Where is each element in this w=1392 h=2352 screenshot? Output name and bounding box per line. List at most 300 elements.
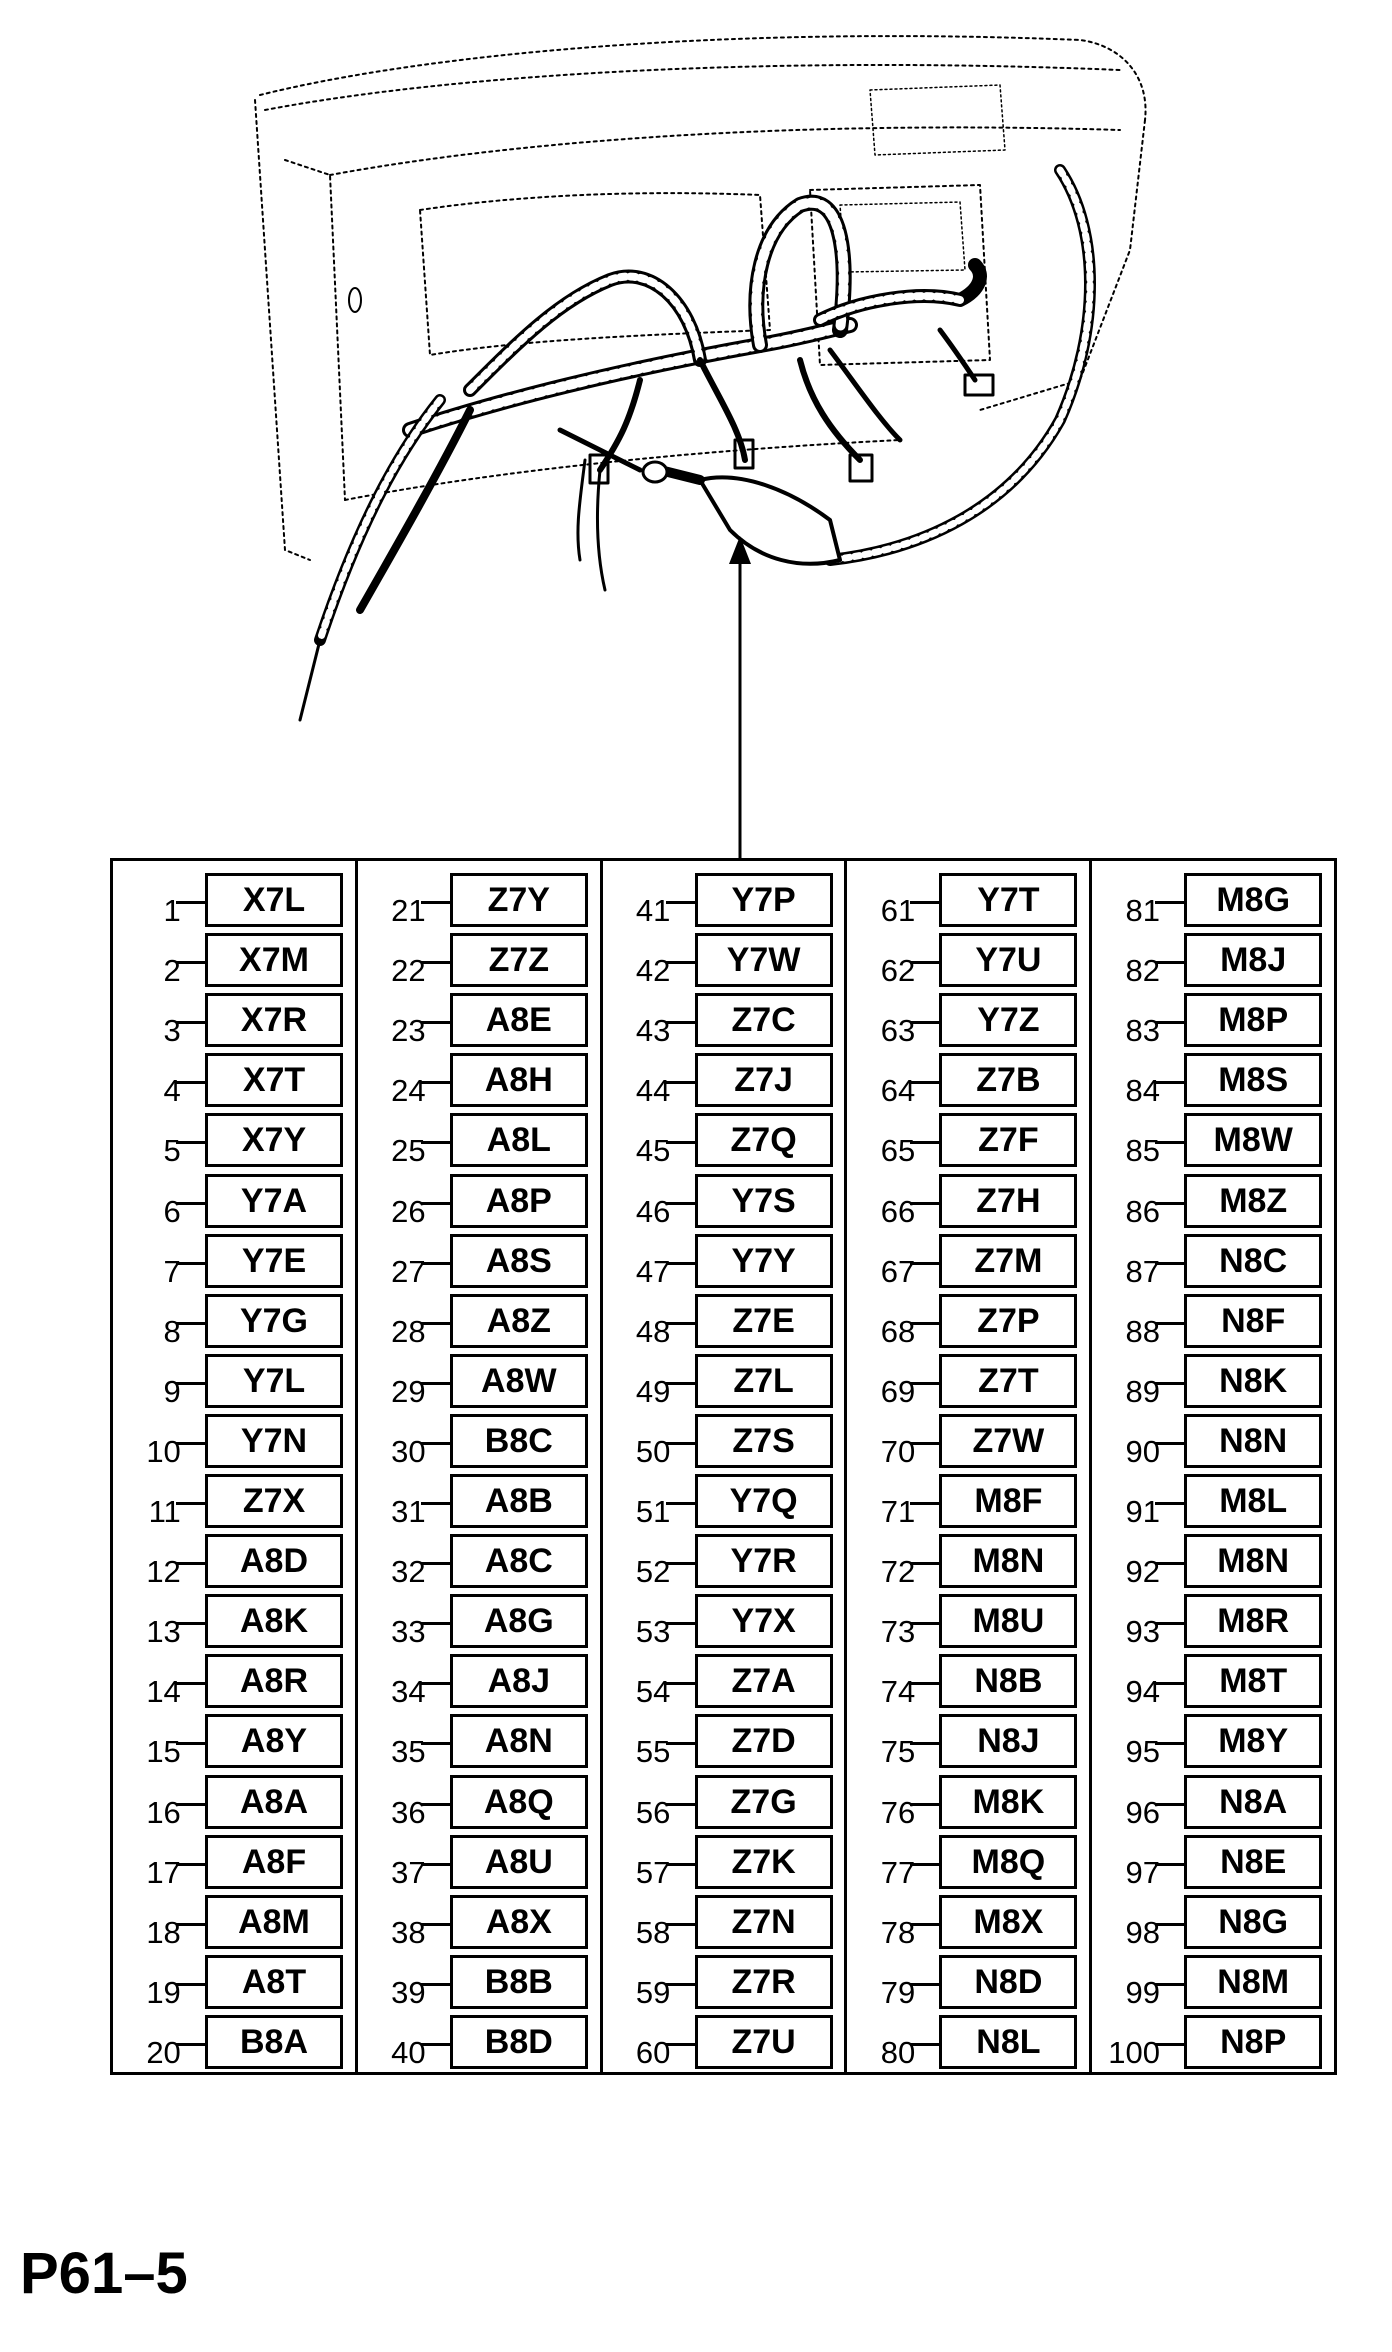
code-row-number: 36 bbox=[391, 1794, 426, 1830]
code-row-number: 9 bbox=[163, 1373, 181, 1409]
code-row bbox=[358, 1532, 600, 1591]
code-row bbox=[1092, 1592, 1334, 1651]
code-row-number: 77 bbox=[880, 1854, 916, 1890]
code-row-number: 24 bbox=[391, 1073, 426, 1109]
code-box: Z7W bbox=[939, 1414, 1077, 1468]
code-row-number: 75 bbox=[880, 1734, 916, 1770]
code-row-number: 29 bbox=[391, 1373, 426, 1409]
code-box: A8N bbox=[450, 1714, 588, 1768]
code-row-number: 12 bbox=[146, 1554, 181, 1590]
code-row bbox=[1092, 1472, 1334, 1531]
code-row-number: 42 bbox=[635, 953, 671, 989]
code-column-5 bbox=[1092, 861, 1334, 2072]
code-box: A8A bbox=[205, 1775, 343, 1829]
code-row bbox=[603, 1412, 845, 1471]
code-row bbox=[603, 1352, 845, 1411]
code-box: Z7H bbox=[939, 1174, 1077, 1228]
code-row bbox=[603, 1592, 845, 1651]
code-row-number: 30 bbox=[391, 1433, 426, 1469]
leader-line bbox=[176, 1262, 206, 1265]
code-row bbox=[1092, 1712, 1334, 1771]
code-column-2 bbox=[358, 861, 603, 2072]
code-row-number: 52 bbox=[635, 1554, 671, 1590]
code-row bbox=[113, 2013, 355, 2072]
leader-line bbox=[1155, 1863, 1185, 1866]
code-row-number: 78 bbox=[880, 1914, 916, 1950]
code-box: N8B bbox=[939, 1654, 1077, 1708]
code-row-number: 33 bbox=[391, 1614, 426, 1650]
leader-line bbox=[176, 1502, 206, 1505]
code-row-number: 69 bbox=[880, 1373, 916, 1409]
code-row-number: 74 bbox=[880, 1674, 916, 1710]
leader-line bbox=[421, 1442, 451, 1445]
leader-line bbox=[666, 1803, 696, 1806]
code-row-number: 61 bbox=[880, 893, 916, 928]
code-box: Y7Q bbox=[695, 1474, 833, 1528]
code-row bbox=[113, 931, 355, 990]
code-row bbox=[603, 1833, 845, 1892]
code-row-number: 45 bbox=[635, 1133, 671, 1169]
code-row-number: 27 bbox=[391, 1253, 426, 1289]
code-row-number: 53 bbox=[635, 1614, 671, 1650]
code-row-number: 95 bbox=[1125, 1734, 1160, 1770]
leader-line bbox=[910, 1141, 940, 1144]
code-row bbox=[847, 1833, 1089, 1892]
code-row bbox=[1092, 991, 1334, 1050]
code-box: N8K bbox=[1184, 1354, 1322, 1408]
code-row bbox=[1092, 1953, 1334, 2012]
code-row bbox=[113, 1652, 355, 1711]
code-row bbox=[847, 1412, 1089, 1471]
code-column-1 bbox=[113, 861, 358, 2072]
code-row-number: 59 bbox=[635, 1974, 671, 2010]
code-box: A8U bbox=[450, 1835, 588, 1889]
code-row-number: 89 bbox=[1125, 1373, 1160, 1409]
code-box: Z7B bbox=[939, 1053, 1077, 1107]
code-box: Z7J bbox=[695, 1053, 833, 1107]
code-box: Y7E bbox=[205, 1234, 343, 1288]
leader-line bbox=[666, 1562, 696, 1565]
code-box: Y7R bbox=[695, 1534, 833, 1588]
code-row bbox=[1092, 1352, 1334, 1411]
code-row bbox=[113, 1592, 355, 1651]
code-row bbox=[358, 931, 600, 990]
code-row bbox=[1092, 931, 1334, 990]
code-box: Z7C bbox=[695, 993, 833, 1047]
code-row-number: 40 bbox=[391, 2034, 426, 2070]
leader-line bbox=[666, 1262, 696, 1265]
leader-line bbox=[176, 1562, 206, 1565]
code-row bbox=[603, 1292, 845, 1351]
code-box: Y7U bbox=[939, 933, 1077, 987]
code-row-number: 14 bbox=[146, 1674, 181, 1710]
leader-line bbox=[1155, 1983, 1185, 1986]
leader-line bbox=[421, 1682, 451, 1685]
leader-line bbox=[910, 1622, 940, 1625]
leader-line bbox=[421, 1803, 451, 1806]
leader-line bbox=[910, 1923, 940, 1926]
leader-line bbox=[910, 1262, 940, 1265]
leader-line bbox=[421, 1622, 451, 1625]
code-row-number: 28 bbox=[391, 1313, 426, 1349]
leader-line bbox=[421, 1382, 451, 1385]
leader-line bbox=[421, 1322, 451, 1325]
code-row bbox=[113, 1953, 355, 2012]
dashboard-top-edge bbox=[265, 65, 1120, 110]
code-row-number: 92 bbox=[1125, 1554, 1160, 1590]
code-box: Y7X bbox=[695, 1594, 833, 1648]
code-table bbox=[110, 858, 1337, 2075]
code-box: Z7P bbox=[939, 1294, 1077, 1348]
code-box: M8J bbox=[1184, 933, 1322, 987]
code-row-number: 80 bbox=[880, 2034, 916, 2070]
leader-line bbox=[666, 1742, 696, 1745]
code-row bbox=[113, 1893, 355, 1952]
code-row-number: 99 bbox=[1125, 1974, 1160, 2010]
code-row bbox=[113, 1773, 355, 1832]
code-row bbox=[847, 1953, 1089, 2012]
leader-line bbox=[421, 1141, 451, 1144]
code-row-number: 44 bbox=[635, 1073, 671, 1109]
code-row bbox=[847, 1893, 1089, 1952]
leader-line bbox=[910, 1322, 940, 1325]
leader-line bbox=[1155, 1682, 1185, 1685]
code-box: X7T bbox=[205, 1053, 343, 1107]
code-box: B8B bbox=[450, 1955, 588, 2009]
code-row bbox=[603, 1532, 845, 1591]
code-row bbox=[603, 2013, 845, 2072]
leader-line bbox=[910, 1742, 940, 1745]
leader-line bbox=[176, 1081, 206, 1084]
code-row-number: 34 bbox=[391, 1674, 426, 1710]
code-row-number: 51 bbox=[635, 1494, 671, 1529]
leader-line bbox=[421, 1081, 451, 1084]
code-row bbox=[358, 991, 600, 1050]
code-row bbox=[113, 1833, 355, 1892]
code-row bbox=[113, 1472, 355, 1531]
code-row bbox=[358, 1773, 600, 1832]
code-row-number: 94 bbox=[1125, 1674, 1160, 1710]
code-row-number: 47 bbox=[635, 1253, 671, 1289]
code-row-number: 58 bbox=[635, 1914, 671, 1950]
code-box: Y7W bbox=[695, 933, 833, 987]
code-row-number: 63 bbox=[880, 1013, 916, 1049]
leader-line bbox=[910, 1803, 940, 1806]
leader-line bbox=[1155, 1442, 1185, 1445]
code-row-number: 87 bbox=[1125, 1253, 1160, 1289]
leader-line bbox=[176, 1983, 206, 1986]
code-row-number: 72 bbox=[880, 1554, 916, 1590]
leader-line bbox=[1155, 1923, 1185, 1926]
code-row bbox=[603, 1773, 845, 1832]
code-row-number: 81 bbox=[1125, 893, 1160, 928]
code-row bbox=[603, 931, 845, 990]
code-box: A8D bbox=[205, 1534, 343, 1588]
leader-line bbox=[910, 1983, 940, 1986]
code-row bbox=[603, 1953, 845, 2012]
leader-line bbox=[910, 901, 940, 904]
code-row bbox=[113, 871, 355, 930]
code-row-number: 7 bbox=[163, 1253, 181, 1289]
code-row bbox=[1092, 1773, 1334, 1832]
code-box: Y7A bbox=[205, 1174, 343, 1228]
leader-line bbox=[1155, 1322, 1185, 1325]
code-box: Z7G bbox=[695, 1775, 833, 1829]
code-box: M8G bbox=[1184, 873, 1322, 927]
leader-line bbox=[910, 1863, 940, 1866]
harness-left-branch bbox=[320, 400, 440, 640]
code-row bbox=[847, 1532, 1089, 1591]
code-box: M8T bbox=[1184, 1654, 1322, 1708]
leader-line bbox=[176, 961, 206, 964]
code-box: Z7T bbox=[939, 1354, 1077, 1408]
code-row bbox=[603, 1051, 845, 1110]
code-box: N8F bbox=[1184, 1294, 1322, 1348]
code-row-number: 55 bbox=[635, 1734, 671, 1770]
code-row bbox=[1092, 871, 1334, 930]
code-row bbox=[1092, 1292, 1334, 1351]
code-row-number: 41 bbox=[635, 893, 671, 928]
code-row bbox=[358, 2013, 600, 2072]
leader-line bbox=[1155, 1562, 1185, 1565]
code-box: A8P bbox=[450, 1174, 588, 1228]
leader-line bbox=[176, 1021, 206, 1024]
leader-line bbox=[176, 1141, 206, 1144]
leader-line bbox=[1155, 1502, 1185, 1505]
leader-line bbox=[176, 901, 206, 904]
code-row-number: 76 bbox=[880, 1794, 916, 1830]
code-row bbox=[1092, 2013, 1334, 2072]
code-row bbox=[113, 991, 355, 1050]
code-box: Y7N bbox=[205, 1414, 343, 1468]
leader-line bbox=[176, 1742, 206, 1745]
code-box: N8J bbox=[939, 1714, 1077, 1768]
code-box: Z7S bbox=[695, 1414, 833, 1468]
code-box: M8R bbox=[1184, 1594, 1322, 1648]
leader-line bbox=[176, 2043, 206, 2046]
code-box: Z7K bbox=[695, 1835, 833, 1889]
code-box: Y7T bbox=[939, 873, 1077, 927]
code-row bbox=[603, 991, 845, 1050]
code-row bbox=[113, 1532, 355, 1591]
code-row-number: 68 bbox=[880, 1313, 916, 1349]
code-row-number: 37 bbox=[391, 1854, 426, 1890]
code-row bbox=[847, 1652, 1089, 1711]
leader-line bbox=[176, 1322, 206, 1325]
code-column-3 bbox=[603, 861, 848, 2072]
code-row bbox=[603, 1172, 845, 1231]
code-row-number: 65 bbox=[880, 1133, 916, 1169]
code-row bbox=[113, 1232, 355, 1291]
leader-line bbox=[176, 1442, 206, 1445]
leader-line bbox=[666, 961, 696, 964]
code-row bbox=[358, 1712, 600, 1771]
leader-line bbox=[666, 1081, 696, 1084]
code-row-number: 88 bbox=[1125, 1313, 1160, 1349]
code-box: A8Y bbox=[205, 1714, 343, 1768]
code-row bbox=[358, 1172, 600, 1231]
code-row bbox=[1092, 1652, 1334, 1711]
code-row-number: 25 bbox=[391, 1133, 426, 1169]
leader-line bbox=[910, 1502, 940, 1505]
code-box: M8Z bbox=[1184, 1174, 1322, 1228]
code-box: B8C bbox=[450, 1414, 588, 1468]
leader-line bbox=[421, 961, 451, 964]
leader-line bbox=[1155, 901, 1185, 904]
code-box: M8N bbox=[939, 1534, 1077, 1588]
code-box: M8W bbox=[1184, 1113, 1322, 1167]
leader-line bbox=[910, 1682, 940, 1685]
code-box: A8G bbox=[450, 1594, 588, 1648]
code-box: N8E bbox=[1184, 1835, 1322, 1889]
code-row bbox=[358, 1592, 600, 1651]
code-box: Y7Z bbox=[939, 993, 1077, 1047]
code-row bbox=[113, 1051, 355, 1110]
code-box: A8H bbox=[450, 1053, 588, 1107]
code-row bbox=[1092, 1532, 1334, 1591]
code-row-number: 49 bbox=[635, 1373, 671, 1409]
code-row bbox=[847, 1773, 1089, 1832]
code-row bbox=[113, 1352, 355, 1411]
code-row-number: 82 bbox=[1125, 953, 1160, 989]
code-row bbox=[847, 1111, 1089, 1170]
code-row-number: 2 bbox=[163, 953, 181, 989]
code-row bbox=[603, 1712, 845, 1771]
code-box: N8A bbox=[1184, 1775, 1322, 1829]
code-row-number: 97 bbox=[1125, 1854, 1160, 1890]
code-row-number: 73 bbox=[880, 1614, 916, 1650]
leader-line bbox=[1155, 961, 1185, 964]
code-row bbox=[113, 1412, 355, 1471]
code-row bbox=[1092, 1051, 1334, 1110]
code-box: M8P bbox=[1184, 993, 1322, 1047]
code-row bbox=[358, 1111, 600, 1170]
code-box: M8F bbox=[939, 1474, 1077, 1528]
code-box: Y7G bbox=[205, 1294, 343, 1348]
code-row bbox=[847, 1592, 1089, 1651]
code-row bbox=[358, 1652, 600, 1711]
leader-line bbox=[1155, 1202, 1185, 1205]
leader-line bbox=[421, 1923, 451, 1926]
code-box: Y7Y bbox=[695, 1234, 833, 1288]
code-box: A8W bbox=[450, 1354, 588, 1408]
code-box: M8L bbox=[1184, 1474, 1322, 1528]
code-row bbox=[1092, 1893, 1334, 1952]
code-box: A8Z bbox=[450, 1294, 588, 1348]
code-box: N8M bbox=[1184, 1955, 1322, 2009]
code-row-number: 16 bbox=[146, 1794, 181, 1830]
code-row-number: 43 bbox=[635, 1013, 671, 1049]
code-row-number: 10 bbox=[146, 1433, 181, 1469]
code-box: N8C bbox=[1184, 1234, 1322, 1288]
leader-line bbox=[666, 1382, 696, 1385]
leader-line bbox=[666, 1202, 696, 1205]
code-row bbox=[603, 871, 845, 930]
leader-line bbox=[1155, 1081, 1185, 1084]
leader-line bbox=[666, 1322, 696, 1325]
code-row-number: 8 bbox=[163, 1313, 181, 1349]
code-row-number: 96 bbox=[1125, 1794, 1160, 1830]
leader-line bbox=[910, 1562, 940, 1565]
leader-line bbox=[421, 1742, 451, 1745]
leader-line bbox=[176, 1382, 206, 1385]
code-box: A8E bbox=[450, 993, 588, 1047]
code-row-number: 39 bbox=[391, 1974, 426, 2010]
code-row-number: 1 bbox=[163, 893, 181, 928]
code-row bbox=[847, 931, 1089, 990]
code-column-4 bbox=[847, 861, 1092, 2072]
code-box: Z7L bbox=[695, 1354, 833, 1408]
leader-line bbox=[176, 1202, 206, 1205]
code-row-number: 22 bbox=[391, 953, 426, 989]
code-row bbox=[358, 1412, 600, 1471]
leader-line bbox=[666, 1682, 696, 1685]
code-row-number: 6 bbox=[163, 1193, 181, 1229]
leader-line bbox=[421, 1983, 451, 1986]
code-row bbox=[1092, 1412, 1334, 1471]
code-row-number: 66 bbox=[880, 1193, 916, 1229]
code-box: M8N bbox=[1184, 1534, 1322, 1588]
code-row bbox=[358, 1953, 600, 2012]
code-row-number: 38 bbox=[391, 1914, 426, 1950]
leader-line bbox=[1155, 1742, 1185, 1745]
central-connector bbox=[700, 477, 840, 563]
code-row-number: 18 bbox=[146, 1914, 181, 1950]
code-row-number: 60 bbox=[635, 2034, 671, 2070]
code-box: A8T bbox=[205, 1955, 343, 2009]
code-row-number: 85 bbox=[1125, 1133, 1160, 1169]
code-row-number: 93 bbox=[1125, 1614, 1160, 1650]
code-row-number: 91 bbox=[1125, 1494, 1160, 1529]
code-box: Y7P bbox=[695, 873, 833, 927]
leader-line bbox=[666, 1863, 696, 1866]
code-box: A8R bbox=[205, 1654, 343, 1708]
code-row bbox=[113, 1292, 355, 1351]
code-row-number: 31 bbox=[391, 1494, 426, 1529]
code-box: X7Y bbox=[205, 1113, 343, 1167]
leader-line bbox=[666, 1021, 696, 1024]
code-row-number: 57 bbox=[635, 1854, 671, 1890]
code-box: B8D bbox=[450, 2015, 588, 2069]
code-row-number: 79 bbox=[880, 1974, 916, 2010]
code-row bbox=[603, 1652, 845, 1711]
leader-line bbox=[1155, 1021, 1185, 1024]
leader-line bbox=[421, 2043, 451, 2046]
code-box: Z7E bbox=[695, 1294, 833, 1348]
code-row-number: 35 bbox=[391, 1734, 426, 1770]
code-row bbox=[847, 1472, 1089, 1531]
leader-line bbox=[910, 1202, 940, 1205]
code-row-number: 26 bbox=[391, 1193, 426, 1229]
code-box: N8P bbox=[1184, 2015, 1322, 2069]
code-box: M8Q bbox=[939, 1835, 1077, 1889]
code-row bbox=[358, 1051, 600, 1110]
code-row-number: 17 bbox=[146, 1854, 181, 1890]
code-row bbox=[603, 1232, 845, 1291]
code-row-number: 100 bbox=[1108, 2034, 1160, 2070]
code-box: M8K bbox=[939, 1775, 1077, 1829]
code-row-number: 46 bbox=[635, 1193, 671, 1229]
code-row-number: 83 bbox=[1125, 1013, 1160, 1049]
code-box: Z7F bbox=[939, 1113, 1077, 1167]
code-box: Z7N bbox=[695, 1895, 833, 1949]
code-row bbox=[358, 1833, 600, 1892]
leader-line bbox=[1155, 1262, 1185, 1265]
code-row bbox=[847, 1051, 1089, 1110]
leader-line bbox=[421, 1202, 451, 1205]
leader-line bbox=[421, 1562, 451, 1565]
code-box: X7M bbox=[205, 933, 343, 987]
